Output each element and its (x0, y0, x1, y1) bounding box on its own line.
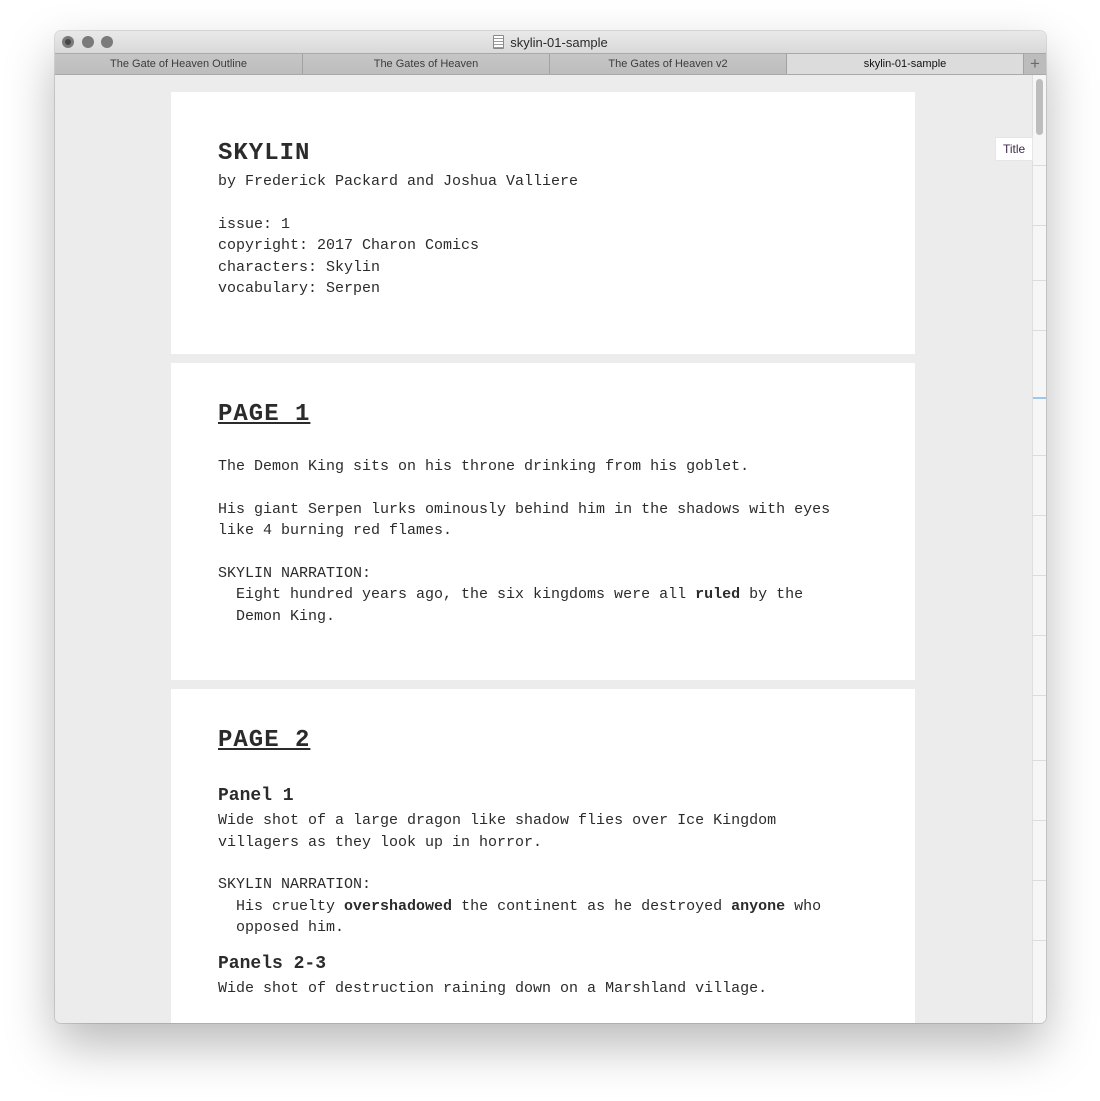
dialogue-line: opposed him. (236, 919, 345, 936)
page-1-card (171, 363, 915, 680)
byline: by Frederick Packard and Joshua Valliere (218, 173, 579, 190)
dialogue-text: by the (740, 586, 804, 603)
gutter-marker (1033, 225, 1046, 226)
tab-gate-of-heaven-outline[interactable]: The Gate of Heaven Outline (55, 54, 303, 74)
gutter-marker (1033, 880, 1046, 881)
dialogue-text: who (785, 897, 822, 915)
tab-bar (55, 53, 1046, 75)
meta-characters: characters: Skylin (218, 258, 381, 276)
speaker-name: SKYLIN NARRATION: (218, 876, 372, 893)
action-line: Wide shot of destruction raining down on a Marshland village. (218, 979, 768, 997)
dialogue-bold-text: anyone (731, 897, 786, 915)
document-icon (493, 35, 504, 49)
app-window (55, 31, 1046, 1023)
dialogue-text: His cruelty (236, 897, 345, 915)
current-position-marker (1033, 397, 1046, 399)
gutter-marker (1033, 330, 1046, 331)
action-line: His giant Serpen lurks ominously behind him in the shadows with eyes (218, 500, 831, 518)
panel-heading: Panel 1 (218, 786, 294, 806)
gutter-marker (1033, 165, 1046, 166)
gutter-marker (1033, 820, 1046, 821)
meta-vocabulary: vocabulary: Serpen (218, 280, 381, 297)
page-2-card (171, 689, 915, 1023)
tab-skylin-01-sample[interactable]: skylin-01-sample (787, 54, 1024, 74)
title-page-card (171, 92, 915, 354)
meta-copyright: copyright: 2017 Charon Comics (218, 237, 480, 254)
new-tab-button[interactable]: + (1023, 54, 1046, 74)
tab-gates-of-heaven[interactable]: The Gates of Heaven (303, 54, 550, 74)
window-title: skylin-01-sample (510, 34, 608, 50)
gutter-marker (1033, 635, 1046, 636)
page-2-heading: PAGE 2 (218, 727, 311, 754)
navigator-gutter[interactable] (1032, 75, 1046, 1023)
title-section-tag[interactable]: Title (995, 137, 1033, 161)
tab-gates-of-heaven-v2[interactable]: The Gates of Heaven v2 (550, 54, 787, 74)
dialogue-text: the continent as he destroyed (452, 897, 732, 915)
gutter-marker (1033, 515, 1046, 516)
scrollbar-thumb[interactable] (1036, 79, 1043, 135)
speaker-name: SKYLIN NARRATION: (218, 564, 372, 582)
gutter-marker (1033, 940, 1046, 941)
title-bar (55, 31, 1046, 53)
gutter-marker (1033, 455, 1046, 456)
action-line: The Demon King sits on his throne drinking from his goblet. (218, 458, 750, 475)
panel-heading: Panels 2-3 (218, 953, 327, 974)
dialogue-bold-text: ruled (695, 586, 741, 603)
script-title: SKYLIN (218, 140, 311, 167)
meta-issue: issue: 1 (218, 215, 291, 233)
dialogue-text: Eight hundred years ago, the six kingdoms were all (236, 586, 696, 603)
action-line: Wide shot of a large dragon like shadow flies over Ice Kingdom (218, 812, 777, 829)
dialogue-bold-text: overshadowed (344, 897, 453, 915)
dialogue-line: Demon King. (236, 607, 336, 625)
gutter-marker (1033, 280, 1046, 281)
window-title-wrap (55, 31, 1046, 53)
gutter-marker (1033, 695, 1046, 696)
page-1-heading: PAGE 1 (218, 401, 311, 428)
action-line: like 4 burning red flames. (218, 522, 453, 539)
editor-content[interactable] (55, 75, 1032, 1023)
gutter-marker (1033, 760, 1046, 761)
action-line: villagers as they look up in horror. (218, 833, 543, 851)
gutter-marker (1033, 575, 1046, 576)
dialogue-line (218, 584, 915, 606)
dialogue-line (218, 896, 915, 918)
